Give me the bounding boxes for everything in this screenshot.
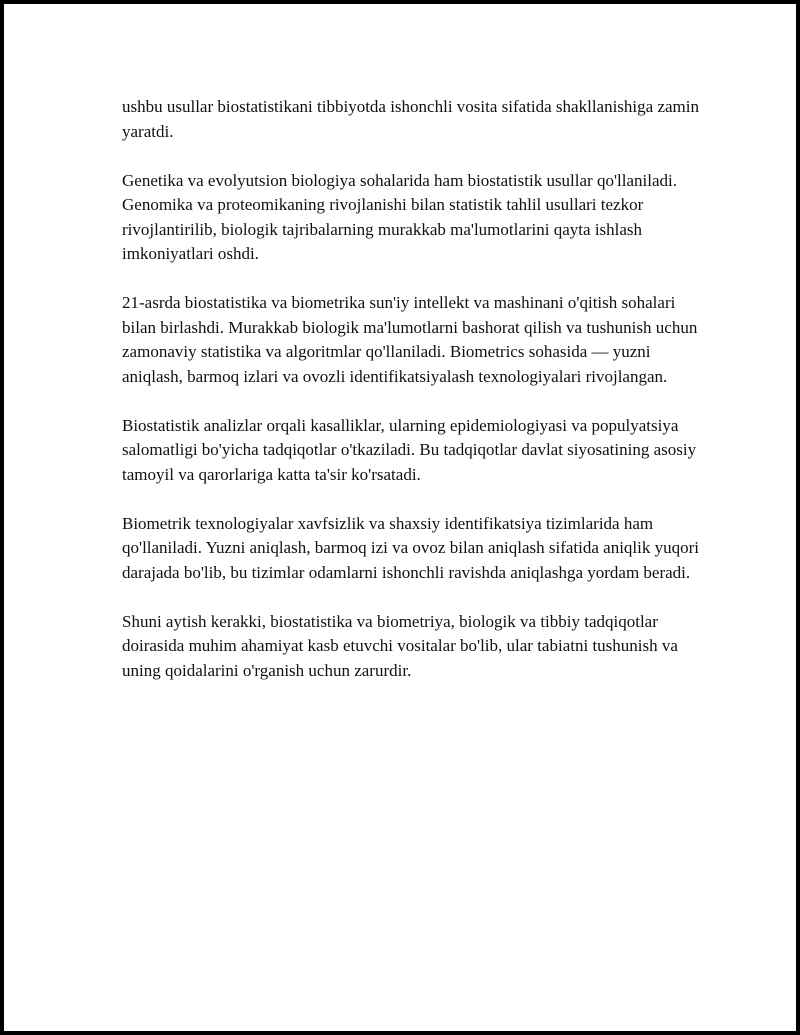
document-body — [122, 95, 702, 708]
paragraph-1: ushbu usullar biostatistikani tibbiyotda ishonchli vosita sifatida shakllanishiga zamin yaratdi. — [122, 97, 699, 141]
paragraph-2: Genetika va evolyutsion biologiya sohalarida ham biostatistik usullar qo'llaniladi. Genomika va proteomikaning rivojlanishi bilan statistik tahlil usullari tezkor rivojlantirilib, biologik tajribalarning murakkab ma'lumotlarini qayta ishlash imkoniyatlari oshdi. — [122, 170, 677, 263]
paragraph-6: Shuni aytish kerakki, biostatistika va biometriya, biologik va tibbiy tadqiqotlar doirasida muhim ahamiyat kasb etuvchi vositalar bo'lib, ular tabiatni tushunish va uning qoidalarini o'rganish uchun zarurdir. — [122, 611, 678, 680]
paragraph-3: 21-asrda biostatistika va biometrika sun'iy intellekt va mashinani o'qitish sohalari bilan birlashdi. Murakkab biologik ma'lumotlarni bashorat qilish va tushunish uchun zamonaviy statistika va algoritmlar qo'llaniladi. Biometrics sohasida — yuzni aniqlash, barmoq izlari va ovozli identifikatsiyalash texnologiyalari rivojlangan. — [122, 293, 698, 386]
paragraph-5: Biometrik texnologiyalar xavfsizlik va shaxsiy identifikatsiya tizimlarida ham qo'llaniladi. Yuzni aniqlash, barmoq izi va ovoz bilan aniqlash sifatida aniqlik yuqori darajada bo'lib, bu tizimlar odamlarni ishonchli ravishda aniqlashga yordam beradi. — [122, 513, 699, 582]
paragraph-4: Biostatistik analizlar orqali kasalliklar, ularning epidemiologiyasi va populyatsiya salomatligi bo'yicha tadqiqotlar o'tkaziladi. Bu tadqiqotlar davlat siyosatining asosiy tamoyil va qarorlariga katta ta'sir ko'rsatadi. — [122, 415, 697, 484]
